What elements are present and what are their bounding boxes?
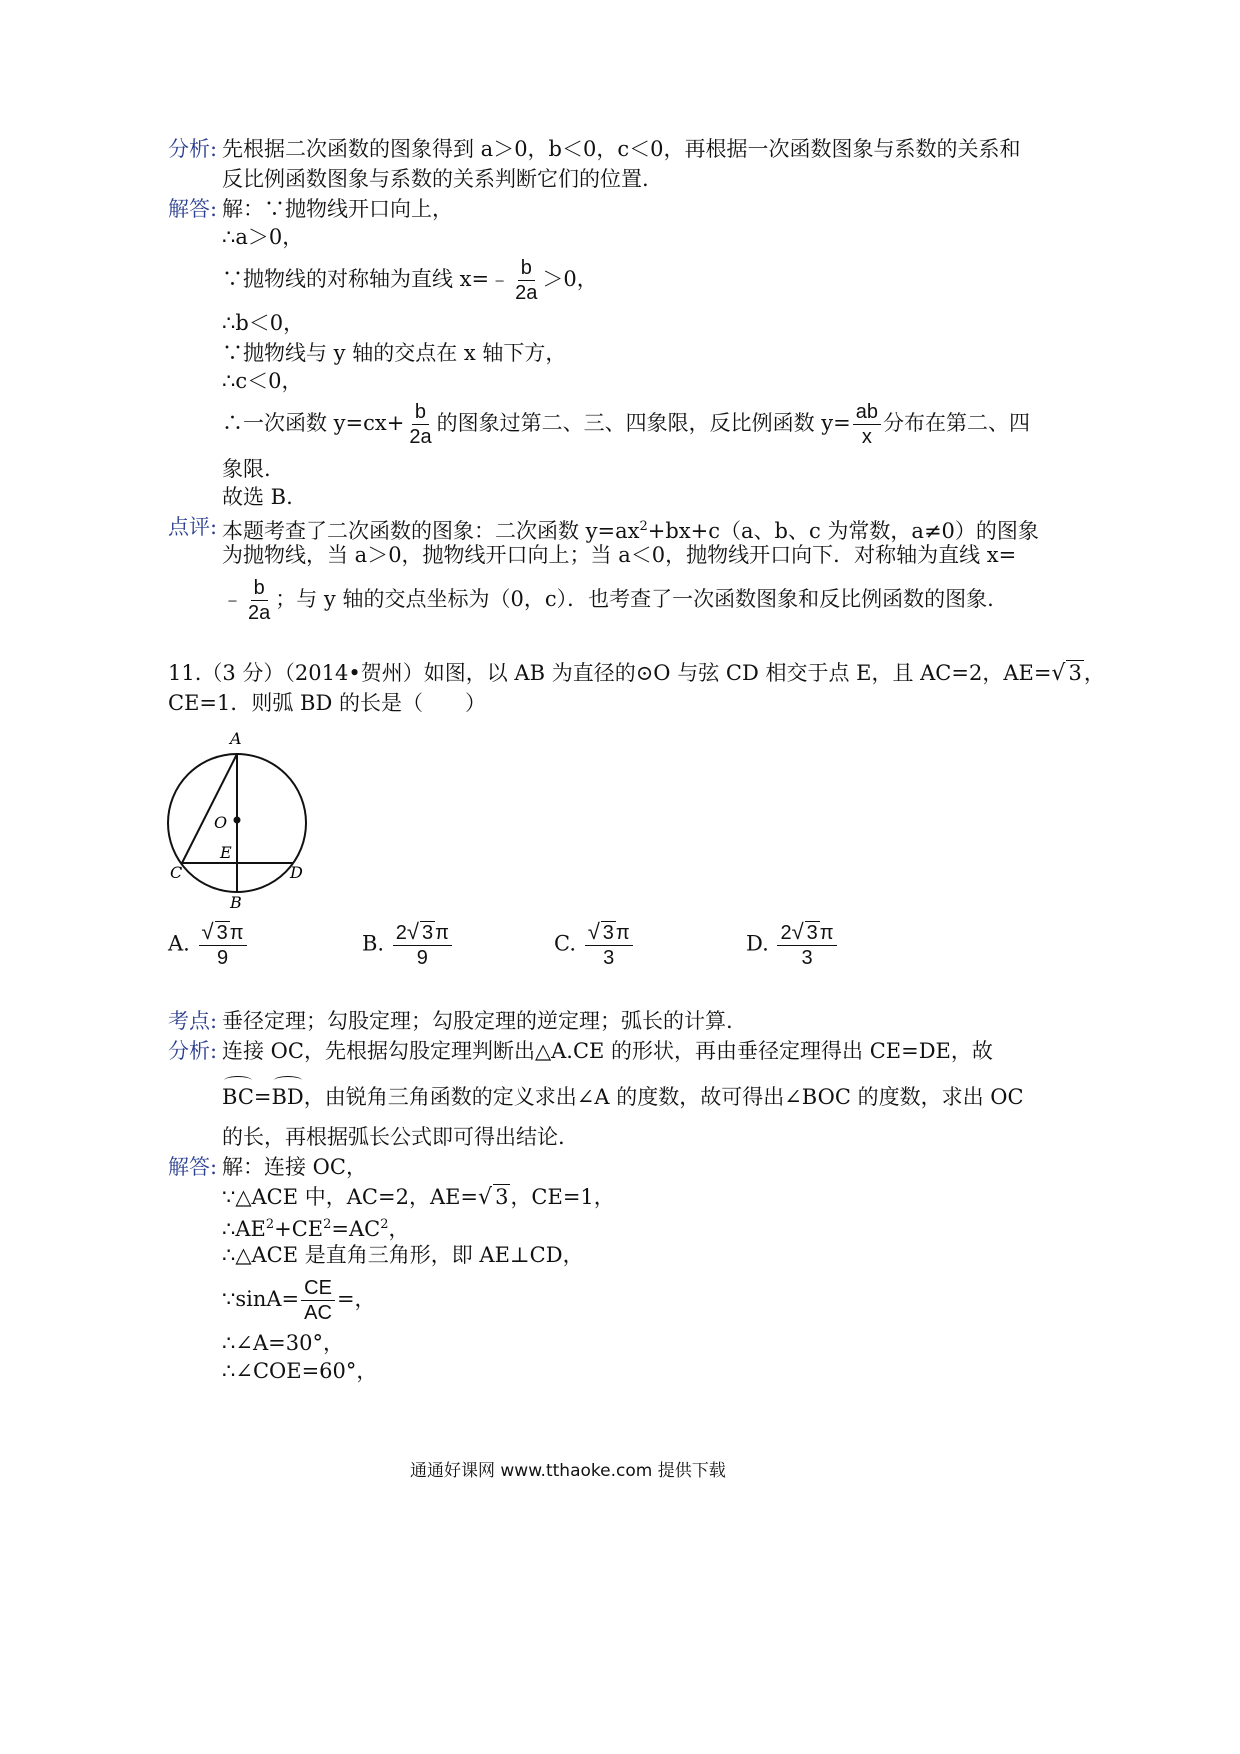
q10-solution-line5: ∵抛物线与 y 轴的交点在 x 轴下方， [222,341,567,365]
equals: = [253,1085,272,1109]
radicand: 3 [495,1185,509,1209]
stem-text: 11.（3 分）（2014•贺州）如图，以 AB 为直径的⊙O 与弦 CD 相交于点 E，且 AC=2，AE= [168,661,1052,685]
option-letter: C. [554,931,576,956]
comment-text: 本题考查了二次函数的图象：二次函数 y=ax [222,519,640,543]
figure-label-c: C [170,863,183,882]
solution-text: =， [336,1287,376,1311]
q11-solution-line6: ∴∠A=30°， [222,1331,344,1355]
center-point [234,817,241,824]
analysis-text: ，由锐角三角函数的定义求出∠A 的度数，故可得出∠BOC 的度数，求出 OC [303,1085,1024,1109]
q11-solution-line2 [222,1182,615,1213]
q11-solution-line4: ∴△ACE 是直角三角形，即 AE⊥CD， [222,1243,584,1267]
q10-sol3-text: ∵抛物线的对称轴为直线 x=﹣ [222,267,511,291]
fraction: $\frac{CE}{AC}$ [301,1276,335,1325]
q10-sol7-text: ∴一次函数 y=cx+ [222,411,405,435]
q11-solution-line1: 解：连接 OC， [222,1155,367,1179]
arc-bd: BD [272,1082,304,1112]
superscript: 2 [380,1217,389,1232]
sqrt-icon: √ [791,919,804,944]
comment-text: ﹣ [222,587,243,611]
fraction: $\frac{2√ 3 \pi}{3}$ [777,920,836,970]
option-letter: A. [168,931,190,956]
q11-analysis-line2 [222,1082,1024,1112]
q11-kaodian: 垂径定理；勾股定理；勾股定理的逆定理；弧长的计算. [222,1009,733,1033]
circle-figure [160,720,320,910]
option-b[interactable] [362,920,454,970]
sqrt-icon: √ [587,919,600,944]
figure-label-d: D [290,863,303,882]
superscript: 2 [639,519,648,534]
sqrt-icon: √ [478,1185,493,1210]
fraction: $\frac{√ 3 \pi}{3}$ [585,920,633,970]
sqrt-icon: √ [201,919,214,944]
q10-solution-line8: 象限. [222,457,271,481]
option-c[interactable] [554,920,635,970]
fraction: $\frac{b}{2a}$ [409,401,432,448]
q10-sol3-post: ＞0， [542,267,598,291]
q10-solution-line9: 故选 B. [222,485,293,509]
q10-analysis-line2: 反比例函数图象与系数的关系判断它们的位置. [222,167,649,191]
fraction: $\frac{ab}{x}$ [853,400,881,449]
arc-bc: BC [222,1082,254,1112]
solution-text: ，CE=1， [510,1185,615,1209]
fraction: $\frac{√ 3 \pi}{9}$ [199,920,247,970]
analysis-label: 分析: [168,137,218,161]
comment-text: ；与 y 轴的交点坐标为（0，c）．也考查了一次函数图象和反比例函数的图象. [275,587,994,611]
solution-text: ∵sinA= [222,1287,300,1311]
q10-solution-line3 [222,256,598,305]
q11-stem-line1 [168,658,1105,689]
option-letter: B. [362,931,385,956]
superscript: 2 [323,1217,332,1232]
q10-solution-line2: ∴a＞0， [222,225,304,249]
answer-label: 解答: [168,1155,218,1179]
solution-text: ∵△ACE 中，AC=2，AE= [222,1185,479,1209]
comment-label: 点评: [168,515,218,539]
option-d[interactable] [746,920,839,970]
page-footer: 通通好课网 www.tthaoke.com 提供下载 [410,1461,726,1481]
option-letter: D. [746,931,769,956]
sqrt-icon: √ [406,919,419,944]
q11-solution-line5 [222,1276,376,1325]
figure-label-a: A [230,729,242,748]
q11-solution-line7: ∴∠COE=60°， [222,1359,378,1383]
q11-stem-line2: CE=1．则弧 BD 的长是（ ） [168,691,486,715]
fraction: $\frac{b}{2a}$ [248,577,271,624]
option-a[interactable] [168,920,249,970]
analysis-label: 分析: [168,1039,218,1063]
kaodian-label: 考点: [168,1009,218,1033]
comment-text: +bx+c（a、b、c 为常数，a≠0）的图象 [647,519,1039,543]
figure-label-e: E [220,843,232,862]
q10-comment-line2: 为抛物线，当 a＞0，抛物线开口向上；当 a＜0，抛物线开口向下．对称轴为直线 x= [222,543,1017,567]
fraction: $\frac{b}{2a}$ [515,257,538,304]
stem-text: ， [1083,661,1105,685]
q11-solution-line3: $\therefore AE^2+CE^2=AC^2$， [222,1217,410,1241]
q10-solution-line4: ∴b＜0， [222,311,305,335]
answer-label: 解答: [168,197,218,221]
figure-label-b: B [230,893,242,910]
q11-analysis-line3: 的长，再根据弧长公式即可得出结论. [222,1125,565,1149]
q10-analysis-line1: 先根据二次函数的图象得到 a＞0，b＜0，c＜0，再根据一次函数图象与系数的关系和 [222,137,1021,161]
q10-comment-line3 [222,576,994,625]
q10-solution-line7 [222,400,1030,449]
fraction: $\frac{2√ 3 \pi}{9}$ [393,920,452,970]
superscript: 2 [265,1217,275,1232]
radicand: 3 [1068,661,1082,685]
figure-label-o: O [214,813,228,832]
q10-sol7-post: 分布在第二、四 [882,411,1030,435]
q10-solution-line1: 解：∵抛物线开口向上， [222,197,453,221]
q10-solution-line6: ∴c＜0， [222,369,303,393]
q10-sol7-mid: 的图象过第二、三、四象限，反比例函数 y= [436,411,851,435]
q11-analysis-line1: 连接 OC，先根据勾股定理判断出△A.CE 的形状，再由垂径定理得出 CE=DE，故 [222,1039,993,1063]
sqrt-icon: √ [1051,661,1066,686]
